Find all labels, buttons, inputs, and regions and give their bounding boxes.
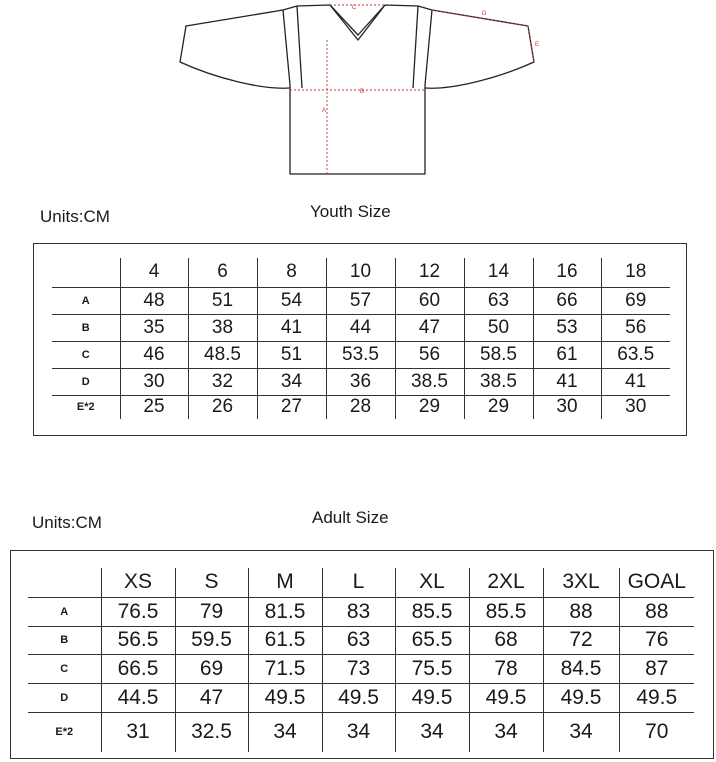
row-label: D xyxy=(52,368,120,395)
cell: 53 xyxy=(533,314,601,341)
row-label: B xyxy=(28,626,101,654)
table-row xyxy=(28,654,694,683)
cell: 49.5 xyxy=(322,683,395,712)
cell: 28 xyxy=(326,395,395,419)
cell: 66.5 xyxy=(101,654,175,683)
cell: 61.5 xyxy=(248,626,322,654)
cell: 51 xyxy=(188,287,257,314)
cell: 41 xyxy=(601,368,670,395)
cell: 75.5 xyxy=(395,654,469,683)
table-row xyxy=(52,314,670,341)
cell: 49.5 xyxy=(619,683,694,712)
cell: 56.5 xyxy=(101,626,175,654)
row-label: E*2 xyxy=(55,726,74,739)
size-header: M xyxy=(248,568,322,597)
cell: 63 xyxy=(322,626,395,654)
cell: 47 xyxy=(395,314,464,341)
cell: 29 xyxy=(464,395,533,419)
row-label: A xyxy=(52,287,120,314)
cell: 26 xyxy=(188,395,257,419)
corner-cell xyxy=(52,258,120,287)
cell: 70 xyxy=(619,712,694,752)
table-row xyxy=(28,626,694,654)
table-row xyxy=(28,683,694,712)
cell: 35 xyxy=(120,314,188,341)
adult-units: Units:CM xyxy=(32,513,102,532)
cell: 30 xyxy=(533,395,601,419)
cell: 32 xyxy=(188,368,257,395)
adult-title: Adult Size xyxy=(312,508,389,527)
cell: 87 xyxy=(619,654,694,683)
cell: 51 xyxy=(257,341,326,368)
cell: 79 xyxy=(175,597,248,626)
size-header: 3XL xyxy=(543,568,619,597)
cell: 34 xyxy=(395,712,469,752)
cell: 44.5 xyxy=(101,683,175,712)
cell: 81.5 xyxy=(248,597,322,626)
cell: 48.5 xyxy=(188,341,257,368)
cell: 85.5 xyxy=(395,597,469,626)
cell: 73 xyxy=(322,654,395,683)
cell: 53.5 xyxy=(326,341,395,368)
cell: 30 xyxy=(601,395,670,419)
cell: 34 xyxy=(469,712,543,752)
cell: 36 xyxy=(326,368,395,395)
cell: 58.5 xyxy=(464,341,533,368)
youth-size-table xyxy=(52,258,670,419)
row-label: B xyxy=(52,314,120,341)
youth-title: Youth Size xyxy=(310,202,391,221)
size-header: 6 xyxy=(188,258,257,287)
cell: 31 xyxy=(101,712,175,752)
label-b: B xyxy=(360,89,365,95)
cell: 34 xyxy=(543,712,619,752)
jersey-diagram xyxy=(0,0,716,185)
cell: 38.5 xyxy=(464,368,533,395)
cell: 56 xyxy=(601,314,670,341)
jersey-left-sleeve xyxy=(180,10,290,88)
cell: 85.5 xyxy=(469,597,543,626)
corner-cell xyxy=(28,568,101,597)
cell: 34 xyxy=(322,712,395,752)
size-header: 10 xyxy=(326,258,395,287)
cell: 25 xyxy=(120,395,188,419)
cell: 49.5 xyxy=(469,683,543,712)
table-row xyxy=(28,597,694,626)
cell: 63 xyxy=(464,287,533,314)
row-label: C xyxy=(28,654,101,683)
size-header: XS xyxy=(101,568,175,597)
label-e: E xyxy=(535,42,540,48)
size-header: S xyxy=(175,568,248,597)
cell: 71.5 xyxy=(248,654,322,683)
jersey-outline xyxy=(283,5,432,174)
row-label: E*2 xyxy=(76,401,95,414)
label-a: A xyxy=(322,108,327,114)
cell: 27 xyxy=(257,395,326,419)
cell: 60 xyxy=(395,287,464,314)
cell: 38 xyxy=(188,314,257,341)
cell: 48 xyxy=(120,287,188,314)
row-label: C xyxy=(52,341,120,368)
cell: 38.5 xyxy=(395,368,464,395)
cell: 49.5 xyxy=(248,683,322,712)
cell: 56 xyxy=(395,341,464,368)
cell: 61 xyxy=(533,341,601,368)
cell: 34 xyxy=(257,368,326,395)
cell: 88 xyxy=(619,597,694,626)
cell: 30 xyxy=(120,368,188,395)
cell: 76 xyxy=(619,626,694,654)
size-header: 8 xyxy=(257,258,326,287)
cell: 34 xyxy=(248,712,322,752)
cell: 59.5 xyxy=(175,626,248,654)
table-row xyxy=(52,395,670,419)
cell: 78 xyxy=(469,654,543,683)
cell: 76.5 xyxy=(101,597,175,626)
cell: 50 xyxy=(464,314,533,341)
table-row xyxy=(52,368,670,395)
size-header: 12 xyxy=(395,258,464,287)
youth-units: Units:CM xyxy=(40,207,110,226)
cell: 54 xyxy=(257,287,326,314)
cell: 57 xyxy=(326,287,395,314)
cell: 29 xyxy=(395,395,464,419)
size-header: 14 xyxy=(464,258,533,287)
cell: 72 xyxy=(543,626,619,654)
cell: 83 xyxy=(322,597,395,626)
cell: 84.5 xyxy=(543,654,619,683)
cell: 68 xyxy=(469,626,543,654)
cell: 47 xyxy=(175,683,248,712)
row-label: D xyxy=(28,683,101,712)
cell: 69 xyxy=(601,287,670,314)
table-row xyxy=(52,341,670,368)
size-header: 18 xyxy=(601,258,670,287)
cell: 63.5 xyxy=(601,341,670,368)
cell: 41 xyxy=(533,368,601,395)
size-header: L xyxy=(322,568,395,597)
cell: 32.5 xyxy=(175,712,248,752)
table-row xyxy=(28,712,694,752)
cell: 46 xyxy=(120,341,188,368)
size-header: 4 xyxy=(120,258,188,287)
cell: 65.5 xyxy=(395,626,469,654)
size-header: GOAL xyxy=(619,568,694,597)
jersey-right-sleeve xyxy=(425,10,534,88)
cell: 88 xyxy=(543,597,619,626)
cell: 49.5 xyxy=(543,683,619,712)
size-header: 16 xyxy=(533,258,601,287)
cell: 69 xyxy=(175,654,248,683)
size-header: 2XL xyxy=(469,568,543,597)
size-header: XL xyxy=(395,568,469,597)
cell: 41 xyxy=(257,314,326,341)
adult-size-table xyxy=(28,568,694,752)
label-c: C xyxy=(352,5,357,11)
cell: 44 xyxy=(326,314,395,341)
cell: 49.5 xyxy=(395,683,469,712)
label-d: D xyxy=(482,11,487,17)
cell: 66 xyxy=(533,287,601,314)
row-label: A xyxy=(28,597,101,626)
table-row xyxy=(52,287,670,314)
